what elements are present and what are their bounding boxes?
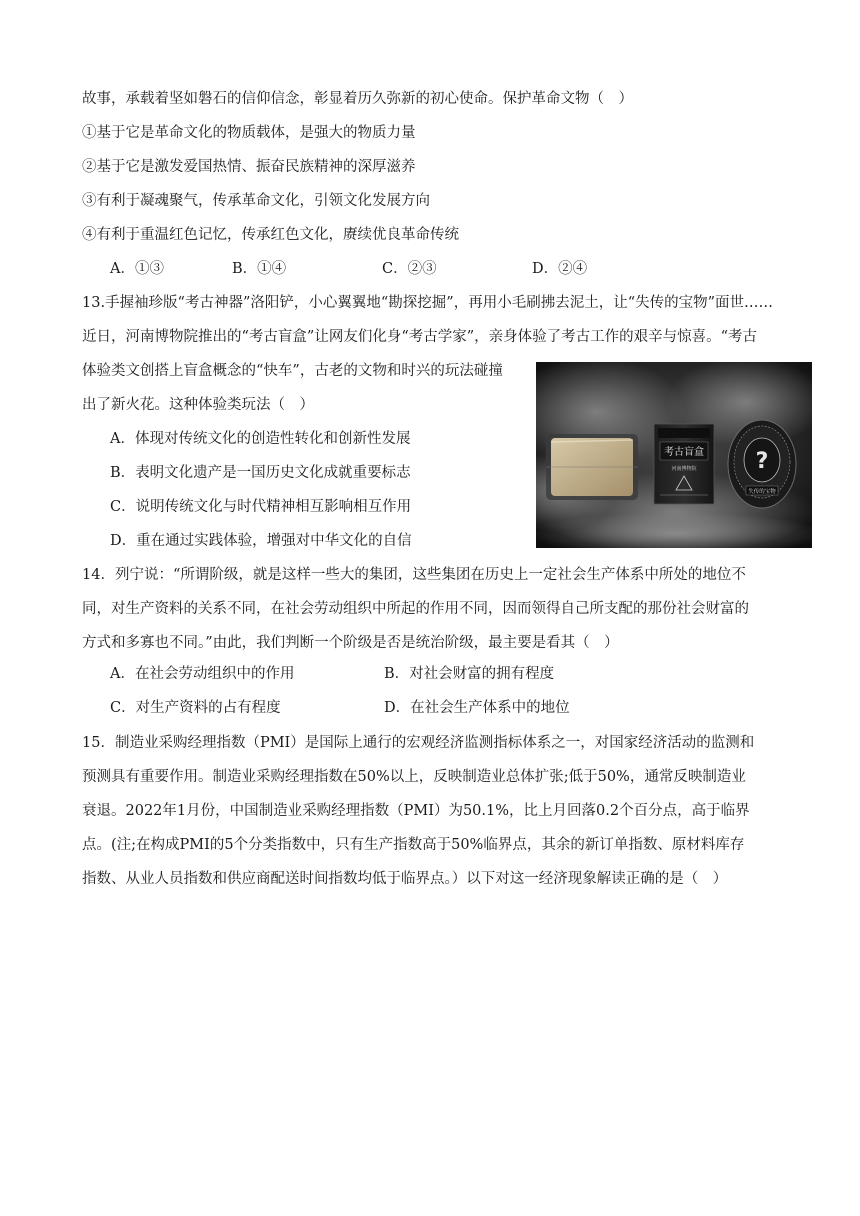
q13-stem-line-2: 近日，河南博物院推出的“考古盲盒”让网友们化身“考古学家”，亲身体验了考古工作的艰辛与惊喜。“考古 <box>82 329 758 345</box>
box-sub-label: 河南博物院 <box>671 466 697 472</box>
q15-stem-line-3: 衰退。2022年1月份，中国制造业采购经理指数（PMI）为50.1%，比上月回落0.2个百分点，高于临界 <box>82 803 750 819</box>
q12-option-c[interactable]: C．②③ <box>382 261 437 277</box>
q14-option-a[interactable]: A．在社会劳动组织中的作用 <box>110 666 295 682</box>
q13-stem-line-4: 出了新火花。这种体验类玩法（ ） <box>82 397 314 413</box>
q13-stem-line-3: 体验类文创搭上盲盒概念的“快车”，古老的文物和时兴的玩法碰撞 <box>82 363 503 379</box>
q13-option-a[interactable]: A．体现对传统文化的创造性转化和创新性发展 <box>110 431 411 447</box>
q14-option-d[interactable]: D．在社会生产体系中的地位 <box>384 700 570 716</box>
question-mark-icon: ? <box>755 449 769 474</box>
box-label: 考古盲盒 <box>664 447 704 458</box>
q12-statement-1: ①基于它是革命文化的物质载体，是强大的物质力量 <box>82 125 416 141</box>
q13-stem-line-1: 13.手握袖珍版“考古神器”洛阳铲，小心翼翼地“勘探挖掘”，再用小毛刷拂去泥土，让“失传的宝物”面世…… <box>82 295 774 311</box>
q12-option-b[interactable]: B．①④ <box>232 261 287 277</box>
soil-block <box>546 434 638 500</box>
q15-stem-line-1: 15．制造业采购经理指数（PMI）是国际上通行的宏观经济监测指标体系之一，对国家经济活动的监测和 <box>82 735 755 751</box>
q14-option-c[interactable]: C．对生产资料的占有程度 <box>110 700 281 716</box>
q12-statement-3: ③有利于凝魂聚气，传承革命文化，引领文化发展方向 <box>82 193 430 209</box>
q15-stem-line-4: 点。(注;在构成PMI的5个分类指数中，只有生产指数高于50%临界点，其余的新订单指数、原材料库存 <box>82 837 745 853</box>
round-tin-label: 失传的宝物 <box>748 489 776 495</box>
q12-stem: 故事，承载着坚如磐石的信仰信念，彰显着历久弥新的初心使命。保护革命文物（ ） <box>82 91 633 107</box>
q14-stem-line-2: 同，对生产资料的关系不同，在社会劳动组织中所起的作用不同，因而领得自己所支配的那份社会财富的 <box>82 601 749 617</box>
q13-option-c[interactable]: C．说明传统文化与时代精神相互影响相互作用 <box>110 499 412 515</box>
q14-stem-line-3: 方式和多寡也不同。”由此，我们判断一个阶级是否是统治阶级，最主要是看其（ ） <box>82 635 619 651</box>
q13-option-d[interactable]: D．重在通过实践体验，增强对中华文化的自信 <box>110 533 412 549</box>
blind-box-photo <box>536 362 812 548</box>
q15-stem-line-5: 指数、从业人员指数和供应商配送时间指数均低于临界点。）以下对这一经济现象解读正确的是（ ） <box>82 871 728 887</box>
q12-option-d[interactable]: D．②④ <box>532 261 588 277</box>
q12-option-a[interactable]: A．①③ <box>110 261 164 277</box>
q14-stem-line-1: 14．列宁说：“所谓阶级，就是这样一些大的集团，这些集团在历史上一定社会生产体系中所处的地位不 <box>82 567 746 583</box>
q13-option-b[interactable]: B．表明文化遗产是一国历史文化成就重要标志 <box>110 465 411 481</box>
q12-statement-2: ②基于它是激发爱国热情、振奋民族精神的深厚滋养 <box>82 159 416 175</box>
blind-box-package <box>654 424 714 504</box>
q14-option-b[interactable]: B．对社会财富的拥有程度 <box>384 666 555 682</box>
round-tin <box>728 420 796 508</box>
q15-stem-line-2: 预测具有重要作用。制造业采购经理指数在50%以上，反映制造业总体扩张;低于50%，通常反映制造业 <box>82 769 746 785</box>
q12-statement-4: ④有利于重温红色记忆，传承红色文化，赓续优良革命传统 <box>82 227 459 243</box>
